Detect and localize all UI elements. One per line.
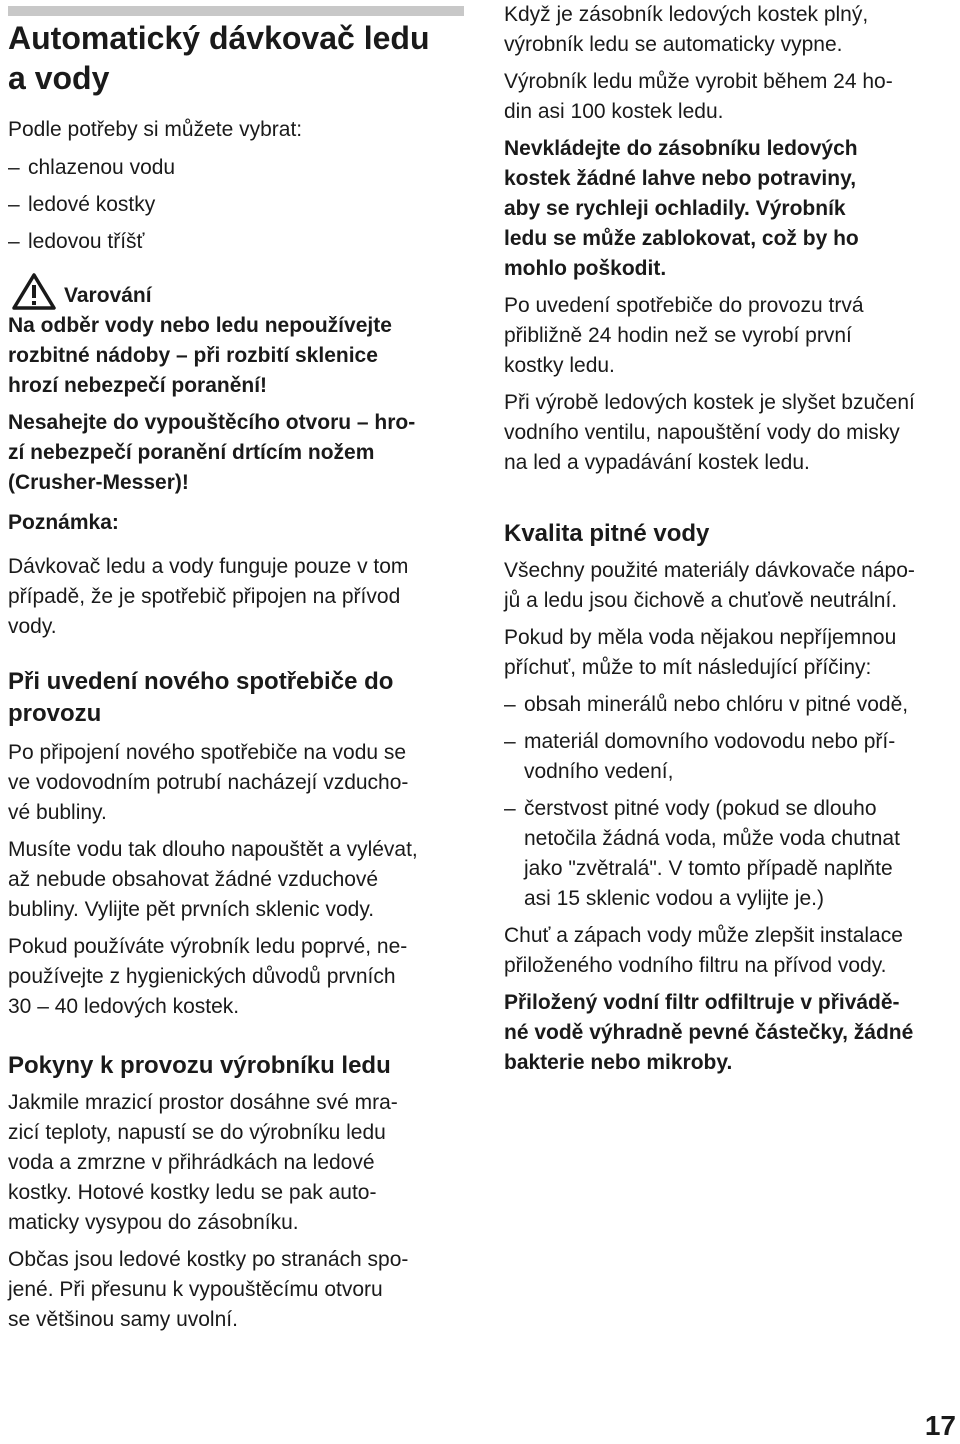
warning-text: Na odběr vody nebo ledu nepoužívejte rozbitné nádoby – při rozbití sklenice hrozí nebezpečí poranění! (8, 314, 392, 397)
paragraph: Musíte vodu tak dlouho napouštět a vylévat, až nebude obsahovat žádné vzduchové bubliny. Vylijte pět prvních sklenic vody. (8, 838, 418, 921)
option-item: – ledovou tříšť (8, 230, 145, 253)
list-item: – obsah minerálů nebo chlóru v pitné vodě, (504, 693, 909, 716)
section-heading-commissioning: Při uvedení nového spotřebiče do provozu (8, 668, 394, 727)
intro-text: Podle potřeby si můžete vybrat: (8, 118, 303, 141)
paragraph: Po připojení nového spotřebiče na vodu se ve vodovodním potrubí nacházejí vzducho- vé bubliny. (8, 741, 409, 824)
warning-triangle-icon (12, 273, 56, 311)
paragraph: Výrobník ledu může vyrobit během 24 ho- din asi 100 kostek ledu. (504, 70, 893, 123)
bold-warning-paragraph: Nevkládejte do zásobníku ledových kostek žádné lahve nebo potraviny, aby se rychleji ochladily. Výrobník ledu se může zablokovat, což by ho mohlo poškodit. (504, 137, 859, 280)
paragraph: Občas jsou ledové kostky po stranách spo- jené. Při přesunu k vypouštěcímu otvoru se většinou samy uvolní. (8, 1248, 409, 1331)
right-column (504, 0, 956, 1078)
paragraph: Pokud používáte výrobník ledu poprvé, ne- používejte z hygienických důvodů prvních 30 – 40 ledových kostek. (8, 935, 408, 1018)
page-number: 17 (924, 1410, 956, 1441)
warning-label: Varování (64, 284, 152, 307)
warning-heading (8, 267, 464, 311)
paragraph: Pokud by měla voda nějakou nepříjemnou příchuť, může to mít následující příčiny: (504, 626, 897, 679)
list-item: – materiál domovního vodovodu nebo pří- vodního vedení, (504, 730, 896, 783)
option-item: – chlazenou vodu (8, 156, 176, 179)
bold-filter-paragraph: Přiložený vodní filtr odfiltruje v přivádě- né vodě výhradně pevné částečky, žádné bakterie nebo mikroby. (504, 991, 914, 1074)
section-heading-icemaker: Pokyny k provozu výrobníku ledu (8, 1052, 391, 1079)
paragraph: Po uvedení spotřebiče do provozu trvá přibližně 24 hodin než se vyrobí první kostky ledu. (504, 294, 864, 377)
section-heading-water-quality: Kvalita pitné vody (504, 520, 710, 547)
warning-text-2: Nesahejte do vypouštěcího otvoru – hro- zí nebezpečí poranění drtícím nožem (Crusher-Messer)! (8, 411, 416, 494)
paragraph: Chuť a zápach vody může zlepšit instalace přiloženého vodního filtru na přívod vody. (504, 924, 903, 977)
left-column (8, 0, 464, 1335)
page-title: Automatický dávkovač ledu a vody (8, 20, 430, 96)
paragraph: Při výrobě ledových kostek je slyšet bzučení vodního ventilu, napouštění vody do misky na led a vypadávání kostek ledu. (504, 391, 915, 474)
option-item: – ledové kostky (8, 193, 156, 216)
paragraph: Všechny použité materiály dávkovače nápo- jů a ledu jsou čichově a chuťově neutrální. (504, 559, 915, 612)
paragraph: Jakmile mrazicí prostor dosáhne své mra- zicí teploty, napustí se do výrobníku ledu voda a zmrzne v přihrádkách na ledové kostky. Hotové kostky ledu se pak auto- maticky vysypou do zásobníku. (8, 1091, 398, 1234)
note-label: Poznámka: (8, 511, 119, 534)
list-item: – čerstvost pitné vody (pokud se dlouho netočila žádná voda, může voda chutnat jako "zvětralá". V tomto případě naplňte asi 15 sklenic vodou a vylijte je.) (504, 797, 900, 910)
note-text: Dávkovač ledu a vody funguje pouze v tom případě, že je spotřebič připojen na přívod vody. (8, 555, 409, 638)
paragraph: Když je zásobník ledových kostek plný, výrobník ledu se automaticky vypne. (504, 3, 869, 56)
